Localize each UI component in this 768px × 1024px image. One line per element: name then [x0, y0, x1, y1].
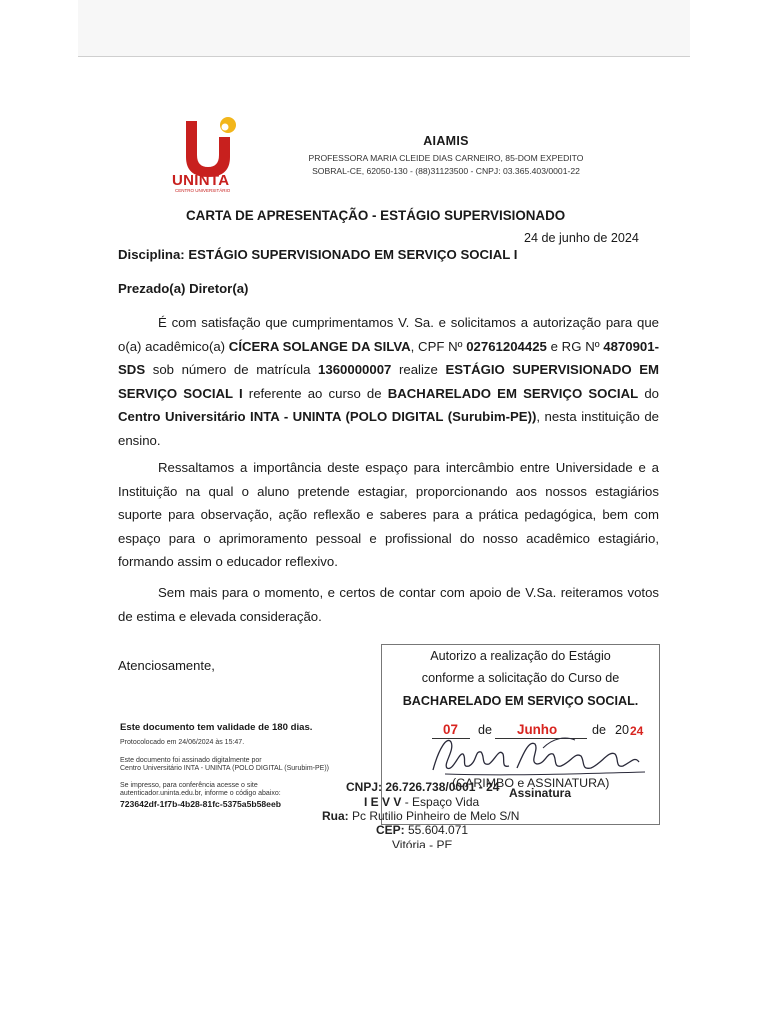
- greeting: Prezado(a) Diretor(a): [118, 281, 249, 296]
- year-prefix: 20: [615, 723, 630, 737]
- stamp-and-signature-label: (CARIMBO e ASSINATURA): [452, 776, 610, 790]
- stamp-cep: CEP: 55.604.071: [376, 823, 469, 837]
- student-cpf: 02761204425: [466, 338, 547, 354]
- org-address-line-2: SOBRAL-CE, 62050-130 - (88)31123500 - CNPJ: 03.365.403/0001-22: [312, 166, 580, 176]
- uninta-logo: [170, 115, 248, 195]
- student-name: CÍCERA SOLANGE DA SILVA: [228, 338, 411, 354]
- stamp-street: Rua: Pc Rutilio Pinheiro de Melo S/N: [322, 809, 520, 823]
- stamp-institution: I E V V - Espaço Vida: [364, 795, 480, 809]
- org-name: AIAMIS: [423, 134, 469, 148]
- letter-date: 24 de junho de 2024: [524, 231, 639, 245]
- stamp-city: Vitória - PE: [392, 838, 453, 848]
- handwritten-day: 07: [443, 722, 458, 737]
- date-de-2: de: [592, 723, 607, 737]
- discipline-line: Disciplina: ESTÁGIO SUPERVISIONADO EM SERVIÇO SOCIAL I: [118, 247, 518, 262]
- internship-name: ESTÁGIO SUPERVISIONADO EM SERVIÇO SOCIAL I: [118, 362, 659, 401]
- logo-wordmark: UNINTA: [172, 172, 230, 189]
- course-name: BACHARELADO EM SERVIÇO SOCIAL: [387, 385, 639, 401]
- paragraph-request: É com satisfação que cumprimentamos V. Sa. e solicitamos a autorização para que o(a) acadêmico(a) CÍCERA SOLANGE DA SILVA, CPF Nº 02761204425 e RG Nº 4870901-SDS sob número de matrícula 1360000007 realize ESTÁGIO SUPERVISIONADO EM SERVIÇO SOCIAL I referente ao curso de BACHARELADO EM SERVIÇO SOCIAL do Centro Universitário INTA - UNINTA (POLO DIGITAL (Surubim-PE)), nesta instituição de ensino.: [118, 315, 659, 448]
- authorization-course: BACHARELADO EM SERVIÇO SOCIAL.: [402, 694, 639, 708]
- logo-subtext: CENTRO UNIVERSITÁRIO: [175, 188, 231, 193]
- stamp-assinatura: Assinatura: [509, 786, 572, 800]
- protocol-line: Protocolocado em 24/06/2024 às 15:47.: [120, 739, 245, 746]
- stamp-cnpj: CNPJ: 26.726.738/0001 - 24: [346, 780, 500, 794]
- authentication-code: 723642df-1f7b-4b28-81fc-5375a5b58eeb: [120, 799, 281, 809]
- org-address-line-1: PROFESSORA MARIA CLEIDE DIAS CARNEIRO, 85-DOM EXPEDITO: [308, 153, 584, 163]
- closing-salutation: Atenciosamente,: [118, 658, 215, 673]
- authorization-line-2: conforme a solicitação do Curso de: [421, 671, 620, 685]
- validity-notice: Este documento tem validade de 180 dias.: [120, 722, 313, 733]
- paragraph-closing: Sem mais para o momento, e certos de contar com apoio de V.Sa. reiteramos votos de estima e elevada consideração.: [118, 585, 659, 624]
- signed-by-line-2: Centro Universitário INTA - UNINTA (POLO DIGITAL (Surubim-PE)): [120, 765, 330, 772]
- authorization-line-1: Autorizo a realização do Estágio: [430, 649, 611, 663]
- handwritten-year: 24: [630, 724, 644, 738]
- institution-name: Centro Universitário INTA - UNINTA (POLO DIGITAL (Surubim-PE)): [118, 409, 537, 424]
- paragraph-importance: Ressaltamos a importância deste espaço para intercâmbio entre Universidade e a Instituição na qual o aluno pretende estagiar, proporcionando aos nossos estagiários suporte para observação, ação reflexão e saberes para a prática pedagógica, bem com espaço para o aprimoramento pessoal e profissional do nosso acadêmico estagiário, formando assim o educador reflexivo.: [118, 460, 659, 569]
- verify-line-2: autenticador.uninta.edu.br, informe o código abaixo:: [120, 790, 281, 797]
- signed-by-line-1: Este documento foi assinado digitalmente por: [120, 757, 262, 764]
- enrollment-number: 1360000007: [318, 362, 392, 377]
- date-de-1: de: [478, 723, 493, 737]
- document-title: CARTA DE APRESENTAÇÃO - ESTÁGIO SUPERVISIONADO: [186, 208, 566, 223]
- student-rg: 4870901-SDS: [118, 338, 659, 377]
- verify-line-1: Se impresso, para conferência acesse o site: [120, 782, 258, 789]
- viewer-top-bar: [78, 0, 690, 57]
- handwritten-month: Junho: [517, 722, 558, 737]
